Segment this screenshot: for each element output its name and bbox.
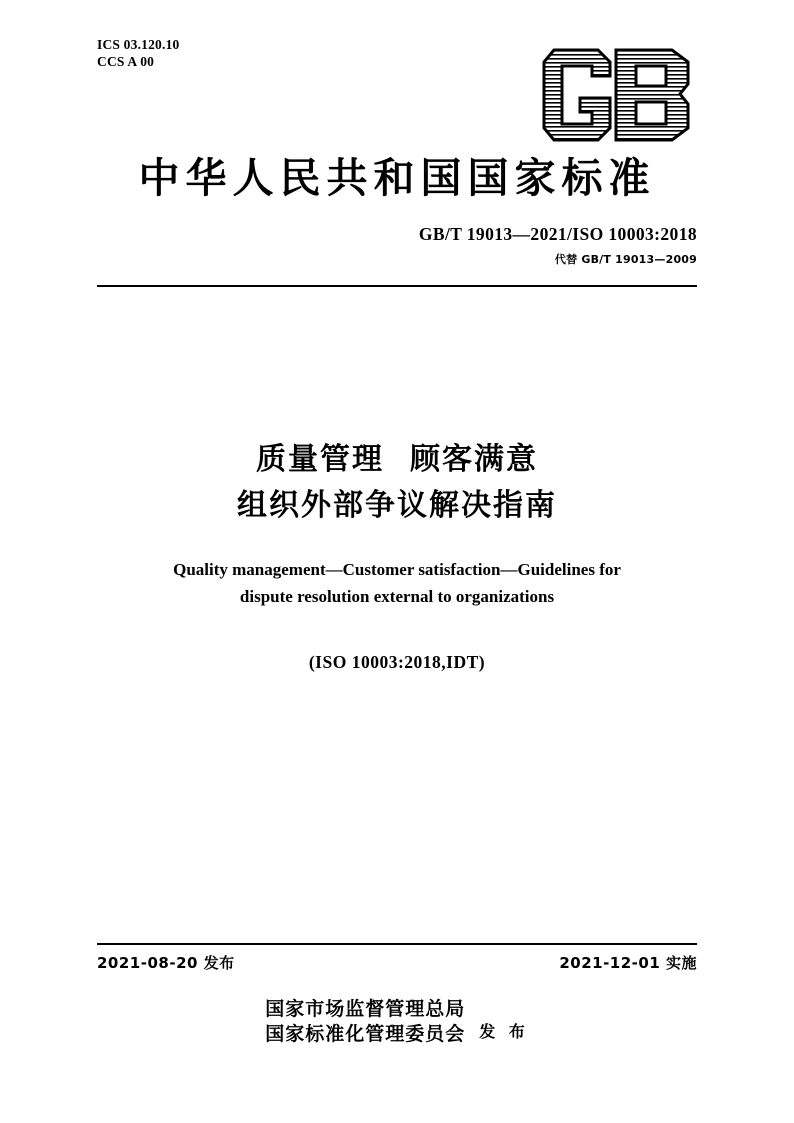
standard-title-en-line1: Quality management—Customer satisfaction—Guidelines for	[173, 560, 621, 579]
standard-title-cn-line1-part1: 质量管理	[256, 442, 384, 477]
standard-title-en	[97, 556, 697, 610]
divider-top	[97, 285, 697, 287]
publisher-name-2: 国家标准化管理委员会	[265, 1023, 466, 1045]
standard-number: GB/T 19013—2021/ISO 10003:2018	[418, 224, 697, 244]
ccs-code: CCS A 00	[97, 54, 155, 69]
ics-code: ICS 03.120.10	[97, 37, 180, 52]
iso-identity: (ISO 10003:2018,IDT)	[308, 652, 486, 672]
publisher-name-1: 国家市场监督管理总局	[265, 998, 466, 1020]
publisher-verb: 发 布	[479, 1021, 529, 1041]
issue-date: 2021-08-20 发布	[97, 954, 235, 972]
standard-title-en-line2: dispute resolution external to organizations	[239, 587, 555, 606]
page-title: 中华人民共和国国家标准	[138, 154, 656, 202]
standard-replaces: 代替 GB/T 19013—2009	[554, 253, 697, 266]
gb-logo-icon	[540, 42, 700, 147]
implementation-date: 2021-12-01 实施	[559, 954, 697, 972]
divider-bottom	[97, 943, 697, 945]
standard-title-cn-line1-part2: 顾客满意	[410, 442, 538, 477]
standard-title-cn-line2: 组织外部争议解决指南	[237, 488, 557, 523]
publisher-block	[0, 997, 794, 1047]
publisher-names	[265, 997, 465, 1047]
standard-title-cn	[0, 437, 794, 529]
classification-codes	[97, 36, 180, 70]
